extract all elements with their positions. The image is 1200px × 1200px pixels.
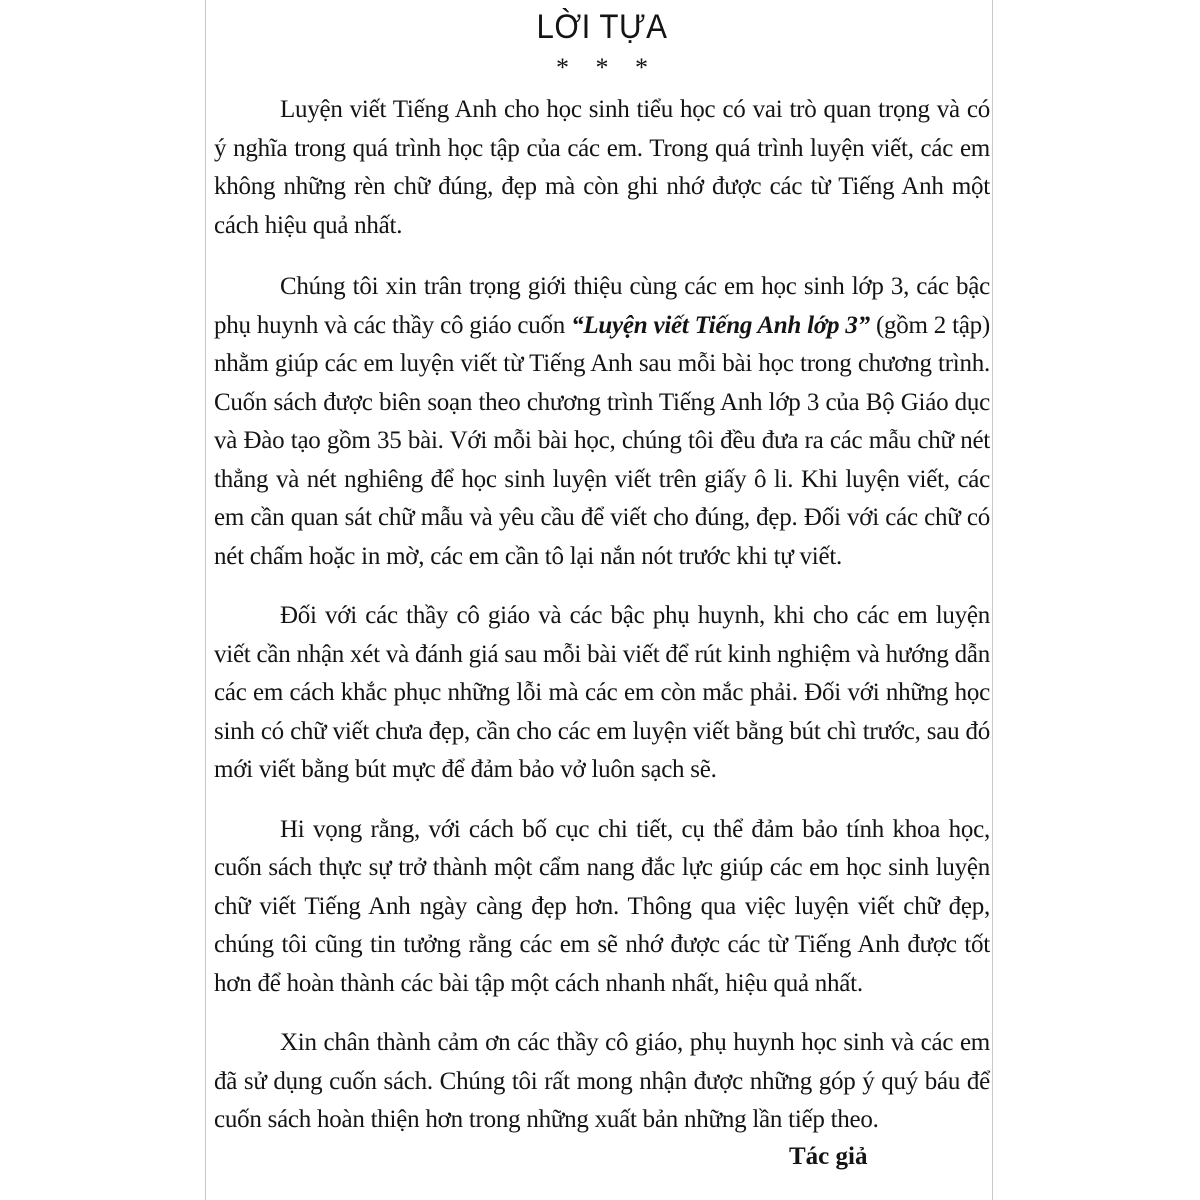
author-signature: Tác giả [789,1143,868,1170]
page-title: LỜI TỰA [536,8,668,46]
paragraph-thanks: Xin chân thành cảm ơn các thầy cô giáo, phụ huynh học sinh và các em đã sử dụng cuốn sách. Chúng tôi rất mong nhận được những góp ý quý báu để cuốn sách hoàn thiện hơn trong những xuất bản những lần tiếp theo. [214,1029,990,1133]
document-page [205,0,993,1200]
paragraph-advice-parents: Đối với các thầy cô giáo và các bậc phụ huynh, khi cho các em luyện viết cần nhận xét và đánh giá sau mỗi bài viết để rút kinh nghiệm và hướng dẫn các em cách khắc phục những lỗi mà các em còn mắc phải. Đối với những học sinh có chữ viết chưa đẹp, cần cho các em luyện viết bằng bút chì trước, sau đó mới viết bằng bút mực để đảm bảo vở luôn sạch sẽ. [214,602,990,783]
book-title: “Luyện viết Tiếng Anh lớp 3” [571,311,870,339]
paragraph-hopes: Hi vọng rằng, với cách bố cục chi tiết, cụ thể đảm bảo tính khoa học, cuốn sách thực sự trở thành một cẩm nang đắc lực giúp các em học sinh luyện chữ viết Tiếng Anh ngày càng đẹp hơn. Thông qua việc luyện viết chữ đẹp, chúng tôi cũng tin tưởng rằng các em sẽ nhớ được các từ Tiếng Anh được tốt hơn để hoàn thành các bài tập một cách nhanh nhất, hiệu quả nhất. [214,815,990,997]
title-separator: * * * [556,53,658,82]
paragraph-book-introduction [214,268,990,576]
paragraph-text: Chúng tôi xin trân trọng giới thiệu cùng các em học sinh lớp 3, các bậc phụ huynh và các thầy cô giáo cuốn [214,273,990,339]
document-content [214,0,991,1170]
paragraph-intro: Luyện viết Tiếng Anh cho học sinh tiểu học có vai trò quan trọng và có ý nghĩa trong quá trình học tập của các em. Trong quá trình luyện viết, các em không những rèn chữ đúng, đẹp mà còn ghi nhớ được các từ Tiếng Anh một cách hiệu quả nhất. [214,96,990,239]
paragraph-text: (gồm 2 tập) nhằm giúp các em luyện viết từ Tiếng Anh sau mỗi bài học trong chương trình. Cuốn sách được biên soạn theo chương trình Tiếng Anh lớp 3 của Bộ Giáo dục và Đào tạo gồm 35 bài. Với mỗi bài học, chúng tôi đều đưa ra các mẫu chữ nét thẳng và nét nghiêng để học sinh luyện viết trên giấy ô li. Khi luyện viết, các em cần quan sát chữ mẫu và yêu cầu để viết cho đúng, đẹp. Đối với các chữ có nét chấm hoặc in mờ, các em cần tô lại nắn nót trước khi tự viết. [214,311,991,570]
